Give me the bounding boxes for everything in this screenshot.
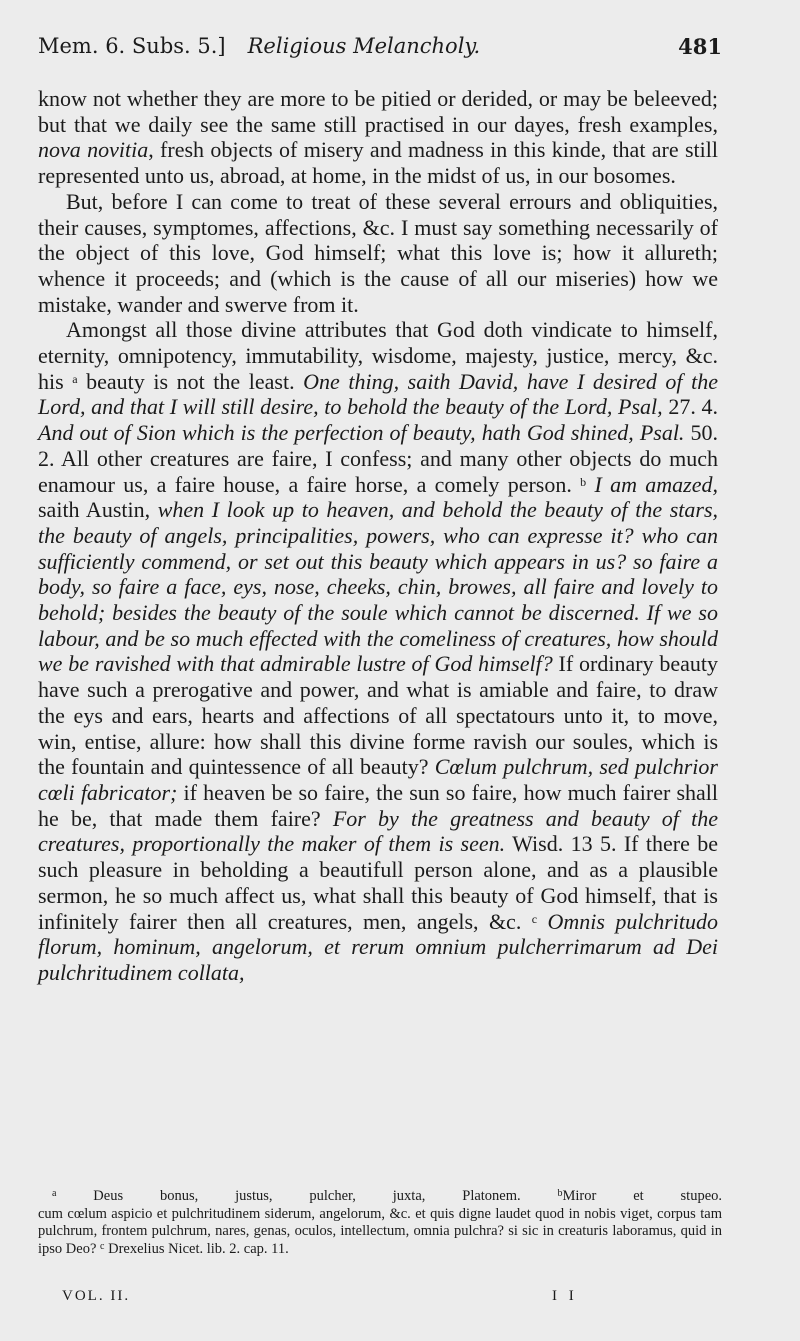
running-head bbox=[38, 34, 722, 66]
text-run: Deus bonus, justus, pulcher, juxta, Platonem. bbox=[56, 1188, 558, 1204]
footnote-marker: a bbox=[72, 371, 78, 386]
folio-signature-mark: I I bbox=[552, 1288, 578, 1304]
text-run: If ordinary beauty have such a prerogative and power, and what is amiable and faire, to draw the eys and ears, hearts and affections of all spectatours unto it, to move, win, entise, allure: how shall this divine forme ravish our soules, which is the fountain and quintessence of all beauty? bbox=[38, 651, 718, 780]
italic-text-run: Omnis pulchritudo florum, hominum, angelorum, et rerum omnium pulcherrimarum ad Dei pulchritudinem collata, bbox=[38, 908, 718, 985]
italic-text-run: Cœlum pulchrum, sed pulchrior cœli fabricator; bbox=[38, 754, 718, 805]
paragraph bbox=[38, 86, 718, 189]
paragraph bbox=[38, 189, 718, 318]
running-head-title: Religious Melancholy. bbox=[247, 34, 481, 58]
running-head-left bbox=[38, 34, 480, 58]
text-run: saith Austin, bbox=[38, 497, 158, 523]
text-run: cum cœlum aspicio et pulchritudinem siderum, angelorum, &c. et quis digne laudet quod in nobis viget, corpus tam pulchrum, frontem pulchrum, nares, genas, oculos, intellectum, omnia pulchra? si sic in creaturis laboramus, quid in ipso Deo? bbox=[38, 1205, 722, 1257]
text-run: But, before I can come to treat of these several errours and obliquities, their causes, symptomes, affections, &c. I must say something necessarily of the object of this love, God himself; what this love is; how it allureth; whence it proceeds; and (which is the cause of all our miseries) how we mistake, wander and swerve from it. bbox=[38, 188, 718, 317]
footnote-marker: b bbox=[580, 474, 587, 489]
text-run: Drexelius Nicet. lib. 2. cap. 11. bbox=[104, 1240, 289, 1257]
text-run: Amongst all those divine attributes that God doth vindicate to himself, eternity, omnipotency, immutability, wisdome, majesty, justice, mercy, &c. his bbox=[38, 317, 718, 394]
volume-signature: VOL. II. bbox=[62, 1288, 131, 1304]
italic-text-run: when I look up to heaven, and behold the beauty of the stars, the beauty of angels, principalities, powers, who can expresse it? who can sufficiently commend, or set out this beauty which appears in us? so faire a body, so faire a face, eys, nose, cheeks, chin, browes, all faire and lovely to behold; besides the beauty of the soule which cannot be discerned. If we so labour, and be so much effected with the comeliness of creatures, how should we be ravished with that admirable lustre of God himself? bbox=[38, 497, 719, 677]
footnote-line-1 bbox=[38, 1188, 722, 1206]
section-reference: Mem. 6. Subs. 5.] bbox=[38, 34, 226, 58]
footnotes bbox=[38, 1188, 722, 1258]
footnote-continuation bbox=[38, 1206, 722, 1259]
footnote-marker: a bbox=[52, 1188, 57, 1199]
footnote-marker: c bbox=[531, 911, 538, 926]
text-run: know not whether they are more to be pitied or derided, or may be beleeved; but that we daily see the same still practised in our dayes, fresh examples, bbox=[38, 86, 718, 137]
text-run bbox=[537, 909, 547, 934]
text-run: 27. 4. bbox=[662, 394, 719, 420]
text-run: Miror et stupeo. bbox=[562, 1188, 722, 1204]
footnote-marker: b bbox=[557, 1188, 563, 1199]
paragraph bbox=[38, 317, 718, 985]
italic-text-run: One thing, saith David, have I desired of the Lord, and that I will still desire, to behold the beauty of the Lord, Psal, bbox=[38, 368, 718, 420]
body-text bbox=[38, 86, 718, 986]
text-run: Wisd. 13 5. If there be such pleasure in beholding a beautifull person alone, and as a plausible sermon, he so much affect us, what shall this beauty of God himself, that is infinitely fairer then all creatures, men, angels, &c. bbox=[38, 831, 718, 934]
italic-text-run: nova novitia bbox=[38, 137, 149, 163]
footnote-marker: c bbox=[100, 1240, 105, 1252]
text-run: if heaven be so faire, the sun so faire, how much fairer shall he be, that made them faire? bbox=[38, 779, 718, 831]
italic-text-run: For by the greatness and beauty of the creatures, proportionally the maker of them is seen. bbox=[38, 805, 718, 857]
italic-text-run: And out of Sion which is the perfection of beauty, hath God shined, Psal. bbox=[38, 420, 685, 446]
text-run: beauty is not the least. bbox=[77, 368, 304, 394]
italic-text-run: I am amazed, bbox=[594, 471, 719, 497]
text-run: , fresh objects of misery and madness in this kinde, that are still represented unto us, abroad, at home, in the midst of us, in our bosomes. bbox=[38, 137, 718, 189]
page-number: 481 bbox=[678, 34, 722, 59]
text-run: 50. 2. All other creatures are faire, I confess; and many other objects do much enamour us, a faire house, a faire horse, a comely person. bbox=[38, 420, 718, 497]
